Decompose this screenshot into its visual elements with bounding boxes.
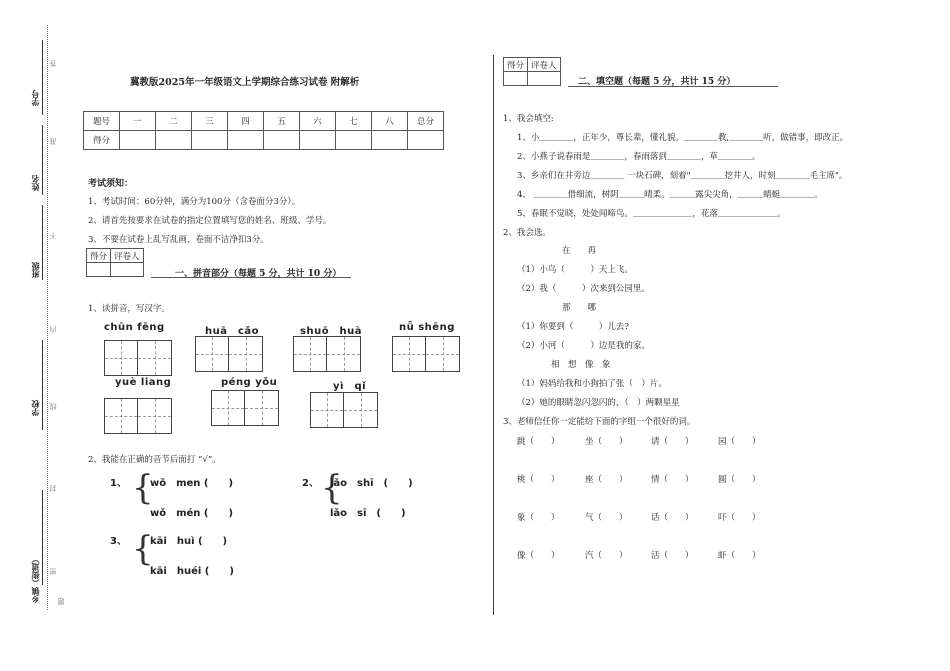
notice-item: 3、不要在试卷上乱写乱画，卷面不洁净扣3分。 <box>88 235 269 245</box>
word-group[interactable]: 桃（ ） <box>517 475 560 485</box>
binding-label-student-id: 学号 <box>31 90 40 106</box>
pinyin-label: péng yǒu <box>221 377 278 388</box>
score-table <box>83 111 444 150</box>
word-choices: 相 想 像 象 <box>551 360 611 370</box>
score-cell[interactable] <box>372 131 408 150</box>
pinyin-label: yuè liang <box>115 377 172 388</box>
grader-box <box>86 248 144 277</box>
score-cell[interactable] <box>120 131 156 150</box>
brace-icon: { <box>321 468 343 508</box>
cut-mark: 封 <box>49 485 57 492</box>
choice-option[interactable]: lǎo shī ( ) <box>330 478 413 489</box>
brace-icon: { <box>132 529 154 569</box>
question-2-3: 3、老师信任你一定能给下面的字组一个很好的词。 <box>503 417 696 427</box>
word-group[interactable]: 象（ ） <box>517 513 560 523</box>
char-grid[interactable] <box>310 392 378 428</box>
score-table-header: 一 <box>120 112 156 131</box>
fill-item[interactable]: 3、乡亲们在井旁边＿＿＿＿ 一块石碑，刻着"＿＿＿＿挖井人，时刻＿＿＿＿毛主席"。 <box>517 171 848 181</box>
word-group[interactable]: 虾（ ） <box>718 551 761 561</box>
cut-mark: 答 <box>49 60 57 67</box>
score-table-header: 七 <box>336 112 372 131</box>
score-table-header: 三 <box>192 112 228 131</box>
pinyin-label: nǚ shēng <box>399 322 455 333</box>
word-group[interactable]: 情（ ） <box>651 475 694 485</box>
choice-number: 3、 <box>110 536 127 547</box>
question-2-2: 2、我会选。 <box>503 228 551 238</box>
fill-item[interactable]: 1、小＿＿＿＿，正年少，尊长辈，懂礼貌。＿＿＿＿教,＿＿＿＿听，做错事，即改正。 <box>517 133 849 143</box>
grader-box <box>503 57 561 86</box>
choice-option[interactable]: wǒ mén ( ) <box>150 508 234 519</box>
notice-item: 1、考试时间：60分钟，满分为100分（含卷面分3分）。 <box>88 197 301 207</box>
pinyin-label: yì qǐ <box>333 381 367 392</box>
word-group[interactable]: 吓（ ） <box>718 513 761 523</box>
choice-option[interactable]: kāi huéi ( ) <box>150 566 234 577</box>
binding-label-class: 班级 <box>31 262 40 278</box>
score-cell[interactable] <box>300 131 336 150</box>
cut-mark: 准 <box>49 138 57 145</box>
word-group[interactable]: 请（ ） <box>651 437 694 447</box>
word-group[interactable]: 活（ ） <box>651 551 694 561</box>
township-line <box>42 490 43 585</box>
score-row-label: 得分 <box>84 131 120 150</box>
choice-option[interactable]: kāi huì ( ) <box>150 536 228 547</box>
grader-reviewer-label: 评卷人 <box>528 58 561 72</box>
char-grid[interactable] <box>392 336 460 372</box>
fill-item[interactable]: 5、春眠不觉晓，处处闻啼鸟。＿＿＿＿＿＿＿，花落＿＿＿＿＿＿＿。 <box>517 209 786 219</box>
cut-mark: 内 <box>49 326 57 333</box>
score-cell[interactable] <box>336 131 372 150</box>
grader-score-label: 得分 <box>504 58 528 72</box>
char-grid[interactable] <box>195 336 263 372</box>
select-item[interactable]: （2）她的眼睛忽闪忽闪的，（ ）两颗星星 <box>517 398 680 408</box>
notice-heading: 考试须知： <box>88 179 134 189</box>
word-group[interactable]: 话（ ） <box>651 513 694 523</box>
school-line <box>42 340 43 430</box>
grader-score-cell[interactable] <box>504 72 528 86</box>
word-group[interactable]: 汽（ ） <box>585 551 628 561</box>
char-grid[interactable] <box>104 398 172 434</box>
grader-reviewer-label: 评卷人 <box>111 249 144 263</box>
select-item[interactable]: （1）小鸟（ ）天上飞。 <box>517 265 633 275</box>
word-group[interactable]: 跳（ ） <box>517 437 560 447</box>
pinyin-label: chūn fēng <box>104 322 165 333</box>
student-id-line <box>42 40 43 115</box>
word-group[interactable]: 座（ ） <box>585 475 628 485</box>
char-grid[interactable] <box>293 336 361 372</box>
score-table-header: 总分 <box>408 112 444 131</box>
score-table-header: 四 <box>228 112 264 131</box>
score-cell[interactable] <box>228 131 264 150</box>
score-table-header: 五 <box>264 112 300 131</box>
score-cell[interactable] <box>156 131 192 150</box>
word-group[interactable]: 圆（ ） <box>718 475 761 485</box>
grader-reviewer-cell[interactable] <box>111 263 144 277</box>
fill-item[interactable]: 4、 ＿＿＿＿借细流，树阴＿＿＿晴柔。＿＿＿露尖尖角，＿＿＿蜻蜓＿＿＿＿。 <box>517 190 823 200</box>
select-item[interactable]: （2）我（ ）次来到公园里。 <box>517 284 650 294</box>
name-line <box>42 125 43 195</box>
select-item[interactable]: （1）你要到（ ）儿去? <box>517 322 629 332</box>
choice-option[interactable]: lǎo sī ( ) <box>330 508 406 519</box>
word-choices: 那 哪 <box>562 303 597 313</box>
select-item[interactable]: （1）妈妈给我和小狗拍了张（ ）片。 <box>517 379 667 389</box>
word-group[interactable]: 园（ ） <box>718 437 761 447</box>
notice-item: 2、请首先按要求在试卷的指定位置填写您的姓名、班级、学号。 <box>88 216 332 226</box>
brace-icon: { <box>132 468 154 508</box>
section2-title: 二、填空题（每题 5 分，共计 15 分） <box>578 77 736 87</box>
cut-mark: 题 <box>57 598 65 605</box>
choice-number: 2、 <box>302 478 319 489</box>
question-2-1: 1、我会填空: <box>503 114 554 124</box>
question-1-2: 2、我能在正确的音节后面打 “√”。 <box>88 455 221 465</box>
score-cell[interactable] <box>192 131 228 150</box>
word-group[interactable]: 气（ ） <box>585 513 628 523</box>
score-table-header: 题号 <box>84 112 120 131</box>
choice-option[interactable]: wǒ men ( ) <box>150 478 234 489</box>
cut-mark: 密 <box>49 568 57 575</box>
word-group[interactable]: 坐（ ） <box>585 437 628 447</box>
choice-number: 1、 <box>110 478 127 489</box>
select-item[interactable]: （2）小河（ ）边是我的家。 <box>517 341 650 351</box>
grader-reviewer-cell[interactable] <box>528 72 561 86</box>
score-cell[interactable] <box>408 131 444 150</box>
binding-label-name: 姓名 <box>31 175 40 191</box>
grader-score-cell[interactable] <box>87 263 111 277</box>
score-table-header: 二 <box>156 112 192 131</box>
char-grid[interactable] <box>104 340 172 376</box>
grader-score-label: 得分 <box>87 249 111 263</box>
column-divider <box>493 55 494 615</box>
word-group[interactable]: 像（ ） <box>517 551 560 561</box>
pinyin-label: shuō huà <box>300 326 363 337</box>
fill-item[interactable]: 2、小燕子说春雨是＿＿＿＿，春雨落到＿＿＿＿，草＿＿＿＿。 <box>517 152 761 162</box>
question-1-1: 1、读拼音，写汉字。 <box>88 304 170 314</box>
binding-label-school: 学校 <box>31 400 40 416</box>
class-line <box>42 205 43 280</box>
binding-label-township: 乡镇（街道） <box>31 555 40 603</box>
score-table-header: 八 <box>372 112 408 131</box>
section1-title: 一、拼音部分（每题 5 分，共计 10 分） <box>175 269 342 279</box>
cut-mark: 不 <box>49 232 57 239</box>
char-grid[interactable] <box>211 390 279 426</box>
score-cell[interactable] <box>264 131 300 150</box>
word-choices: 在 再 <box>562 246 597 256</box>
cut-mark: 线 <box>49 403 57 410</box>
score-table-header: 六 <box>300 112 336 131</box>
exam-title: 冀教版2025年一年级语文上学期综合练习试卷 附解析 <box>130 77 360 88</box>
pinyin-label: huā cǎo <box>205 326 260 337</box>
binding-line <box>47 25 48 610</box>
